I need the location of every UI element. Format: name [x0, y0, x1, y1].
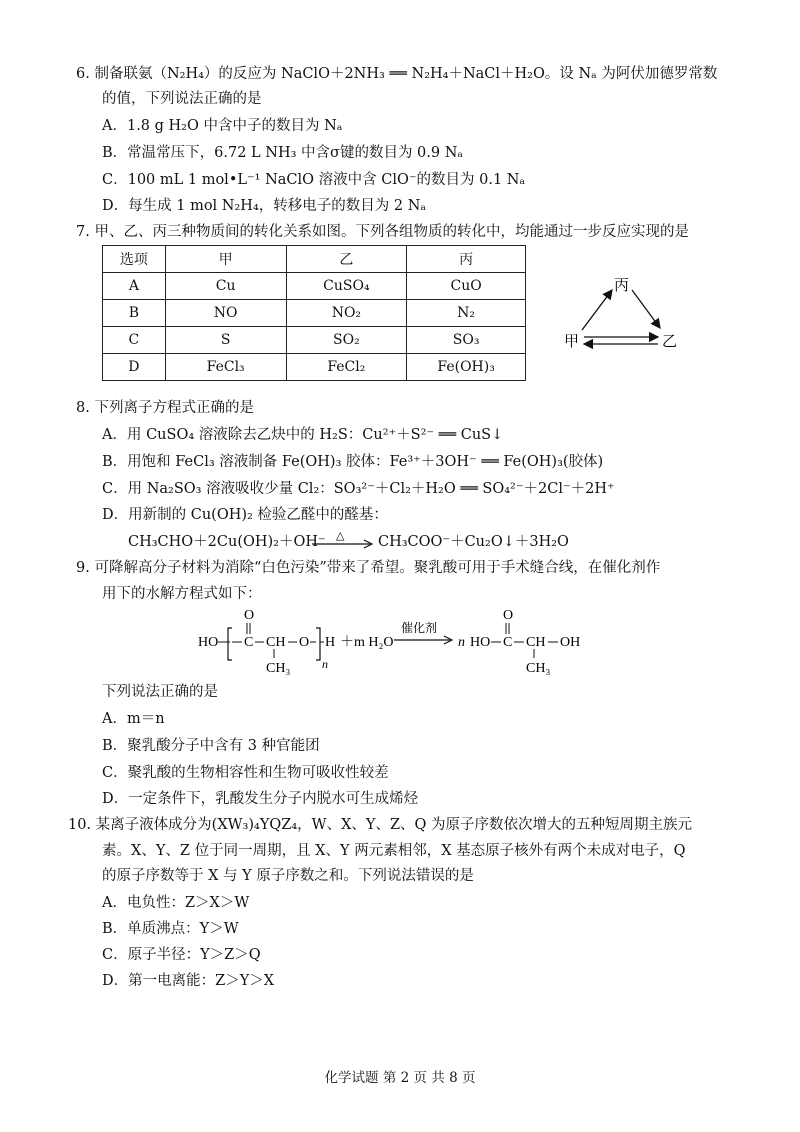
table-cell: D — [103, 354, 166, 381]
table-cell: Cu — [165, 273, 286, 300]
arrow-jia-to-bing — [582, 290, 612, 330]
table-header-cell: 丙 — [407, 246, 526, 273]
q6-option-b: B．常温常压下，6.72 L NH₃ 中含σ键的数目为 0.9 Nₐ — [102, 145, 463, 161]
q6-stem-line1: 6. 制备联氨（N₂H₄）的反应为 NaClO＋2NH₃ ══ N₂H₄＋NaCl＋H₂O。设 Nₐ 为阿伏加德罗常数 — [76, 66, 718, 82]
q7-conversion-diagram — [560, 268, 700, 358]
polymer-o-top: O — [244, 608, 255, 623]
polymer-n: n — [322, 657, 328, 671]
table-header-cell: 甲 — [165, 246, 286, 273]
q8-stem: 8. 下列离子方程式正确的是 — [76, 400, 254, 416]
polymer-h: H — [325, 635, 336, 650]
q10-option-c: C．原子半径：Y＞Z＞Q — [102, 947, 261, 963]
q10-stem-line3: 的原子序数等于 X 与 Y 原子序数之和。下列说法错误的是 — [102, 868, 474, 884]
arrow-bing-to-yi — [632, 290, 660, 328]
q10-option-a: A．电负性：Z＞X＞W — [102, 895, 250, 911]
q9-option-c: C．聚乳酸的生物相容性和生物可吸收性较差 — [102, 765, 389, 781]
product-o-top: O — [503, 608, 514, 623]
q8-option-d-equation-left: CH₃CHO＋2Cu(OH)₂＋OH⁻ — [128, 534, 326, 550]
table-row — [103, 273, 526, 300]
table-cell: Fe(OH)₃ — [407, 354, 526, 381]
table-cell: CuO — [407, 273, 526, 300]
heating-arrow — [310, 528, 376, 554]
water-term: ＋m H₂O — [340, 635, 394, 650]
polymer-ho: HO — [198, 635, 219, 650]
page-footer: 化学试题 第 2 页 共 8 页 — [324, 1070, 476, 1086]
q9-hydrolysis-equation — [196, 606, 596, 680]
product-ch3: CH₃ — [526, 661, 551, 676]
table-cell: FeCl₂ — [286, 354, 407, 381]
q10-option-b: B．单质沸点：Y＞W — [102, 921, 239, 937]
table-cell: C — [103, 327, 166, 354]
table-cell: CuSO₄ — [286, 273, 407, 300]
q9-stem-line2: 用下的水解方程式如下： — [102, 586, 262, 602]
right-bracket — [316, 628, 320, 660]
table-cell: FeCl₃ — [165, 354, 286, 381]
table-header-cell: 选项 — [103, 246, 166, 273]
table-cell: N₂ — [407, 300, 526, 327]
q6-stem-line2: 的值，下列说法正确的是 — [102, 91, 262, 107]
diagram-label-bing: 丙 — [614, 276, 630, 294]
q9-option-b: B．聚乳酸分子中含有 3 种官能团 — [102, 738, 320, 754]
product-oh: OH — [560, 635, 581, 650]
q8-option-d-equation-right: CH₃COO⁻＋Cu₂O↓＋3H₂O — [378, 534, 569, 550]
table-cell: B — [103, 300, 166, 327]
table-header-cell: 乙 — [286, 246, 407, 273]
q9-stem-line1: 9. 可降解高分子材料为消除“白色污染”带来了希望。聚乳酸可用于手术缝合线，在催化剂作 — [76, 560, 661, 576]
table-row — [103, 354, 526, 381]
q8-option-b: B．用饱和 FeCl₃ 溶液制备 Fe(OH)₃ 胶体：Fe³⁺＋3OH⁻ ══ Fe(OH)₃(胶体) — [102, 454, 604, 470]
table-cell: NO — [165, 300, 286, 327]
table-cell: SO₃ — [407, 327, 526, 354]
table-cell: S — [165, 327, 286, 354]
q9-lead: 下列说法正确的是 — [102, 684, 218, 700]
q6-option-a: A．1.8 g H₂O 中含中子的数目为 Nₐ — [102, 118, 343, 134]
q10-stem-line2: 素。X、Y、Z 位于同一周期，且 X、Y 两元素相邻，X 基态原子核外有两个未成对电子，Q — [102, 843, 686, 859]
diagram-label-yi: 乙 — [662, 332, 678, 350]
q8-option-d: D．用新制的 Cu(OH)₂ 检验乙醛中的醛基： — [102, 507, 388, 523]
polymer-ch: CH — [266, 635, 286, 650]
table-cell: NO₂ — [286, 300, 407, 327]
q9-option-d: D．一定条件下，乳酸发生分子内脱水可生成烯烃 — [102, 791, 419, 807]
q7-options-table — [102, 245, 526, 381]
table-cell: A — [103, 273, 166, 300]
polymer-o-bridge: O — [299, 635, 310, 650]
product-ho: HO — [470, 635, 491, 650]
q10-option-d: D．第一电离能：Z＞Y＞X — [102, 973, 275, 989]
q8-option-c: C．用 Na₂SO₃ 溶液吸收少量 Cl₂：SO₃²⁻＋Cl₂＋H₂O ══ SO₄²⁻＋2Cl⁻＋2H⁺ — [102, 481, 615, 497]
product-ch: CH — [526, 635, 546, 650]
left-bracket — [228, 628, 232, 660]
table-row — [103, 300, 526, 327]
q9-option-a: A．m＝n — [102, 711, 165, 727]
q6-option-d: D．每生成 1 mol N₂H₄，转移电子的数目为 2 Nₐ — [102, 198, 426, 214]
table-header-row — [103, 246, 526, 273]
catalyst-label: 催化剂 — [401, 621, 438, 635]
table-row — [103, 327, 526, 354]
polymer-ch3: CH₃ — [266, 661, 291, 676]
table-cell: SO₂ — [286, 327, 407, 354]
polymer-c: C — [244, 635, 254, 650]
q6-option-c: C．100 mL 1 mol•L⁻¹ NaClO 溶液中含 ClO⁻的数目为 0.1 Nₐ — [102, 172, 526, 188]
product-c: C — [503, 635, 513, 650]
q7-stem: 7. 甲、乙、丙三种物质间的转化关系如图。下列各组物质的转化中，均能通过一步反应实现的是 — [76, 224, 689, 240]
q8-option-a: A．用 CuSO₄ 溶液除去乙炔中的 H₂S：Cu²⁺＋S²⁻ ══ CuS↓ — [102, 427, 504, 443]
product-n: n — [458, 635, 465, 650]
heating-condition: △ — [336, 529, 345, 542]
diagram-label-jia: 甲 — [564, 332, 580, 350]
q10-stem-line1: 10. 某离子液体成分为(XW₃)₄YQZ₄，W、X、Y、Z、Q 为原子序数依次增大的五种短周期主族元 — [68, 817, 693, 833]
